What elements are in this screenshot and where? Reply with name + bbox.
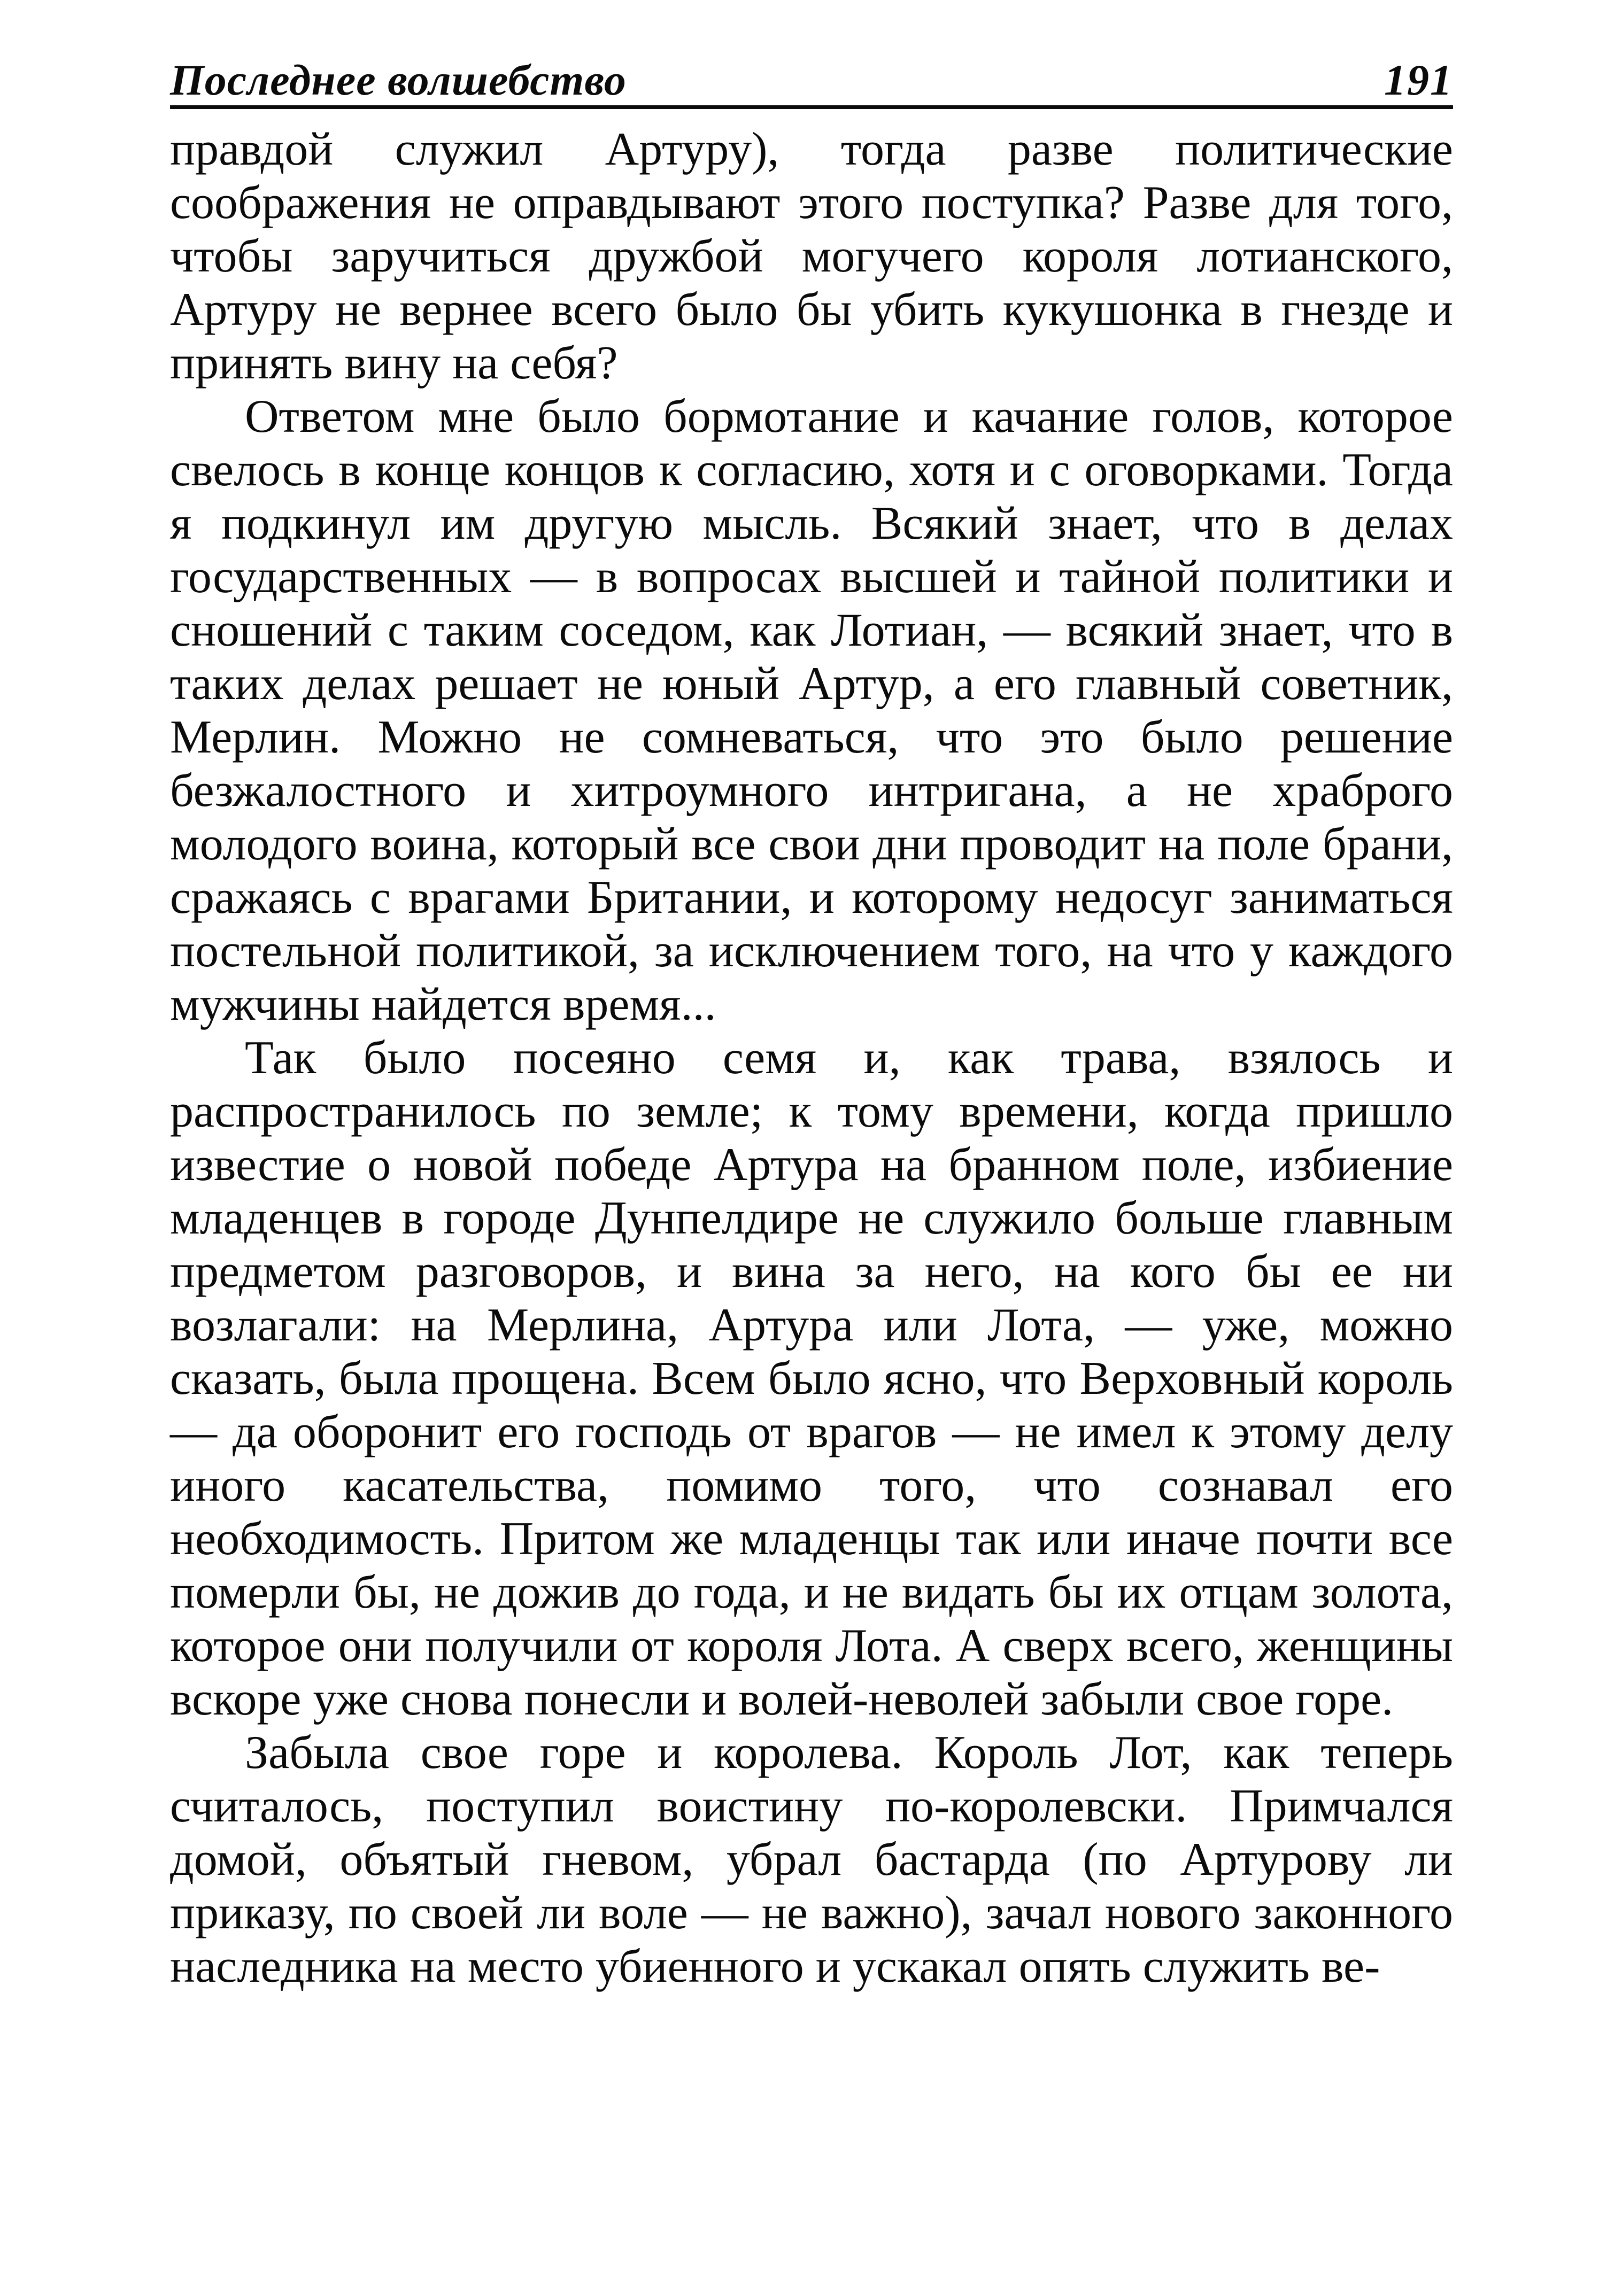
paragraph-1: правдой служил Артуру), тогда разве политические соображения не оправдывают этого поступка? Разве для того, чтобы заручиться дружбой могучего короля лотианского, Артуру не вернее всего было бы убить кукушонка в гнезде и принять вину на себя? xyxy=(170,123,1453,389)
running-title: Последнее волшебство xyxy=(170,56,627,104)
body-text xyxy=(170,123,1453,1994)
paragraph-3: Так было посеяно семя и, как трава, взялось и распространилось по земле; к тому времени, когда пришло известие о новой победе Артура на бранном поле, избиение младенцев в городе Дунпелдире не служило больше главным предметом разговоров, и вина за него, на кого бы ее ни возлагали: на Мерлина, Артура или Лота, — уже, можно сказать, была прощена. Всем было ясно, что Верховный король — да оборонит его господь от врагов — не имел к этому делу иного касательства, помимо того, что сознавал его необходимость. Притом же младенцы так или иначе почти все померли бы, не дожив до года, и не видать бы их отцам золота, которое они получили от короля Лота. А сверх всего, женщины вскоре уже снова понесли и волей-неволей забыли свое горе. xyxy=(170,1032,1453,1725)
page-number: 191 xyxy=(1384,56,1453,104)
paragraph-4: Забыла свое горе и королева. Король Лот, как теперь считалось, поступил воистину по-королевски. Примчался домой, объятый гневом, убрал бастарда (по Артурову ли приказу, по своей ли воле — не важно), зачал нового законного наследника на место убиенного и ускакал опять служить ве- xyxy=(170,1727,1453,1992)
book-page xyxy=(170,51,1453,1994)
paragraph-2: Ответом мне было бормотание и качание голов, которое свелось в конце концов к согласию, хотя и с оговорками. Тогда я подкинул им другую мысль. Всякий знает, что в делах государственных — в вопросах высшей и тайной политики и сношений с таким соседом, как Лотиан, — всякий знает, что в таких делах решает не юный Артур, а его главный советник, Мерлин. Можно не сомневаться, что это было решение безжалостного и хитроумного интригана, а не храброго молодого воина, который все свои дни проводит на поле брани, сражаясь с врагами Британии, и которому недосуг заниматься постельной политикой, за исключением того, на что у каждого мужчины найдется время... xyxy=(170,391,1453,1030)
running-header xyxy=(170,51,1453,109)
